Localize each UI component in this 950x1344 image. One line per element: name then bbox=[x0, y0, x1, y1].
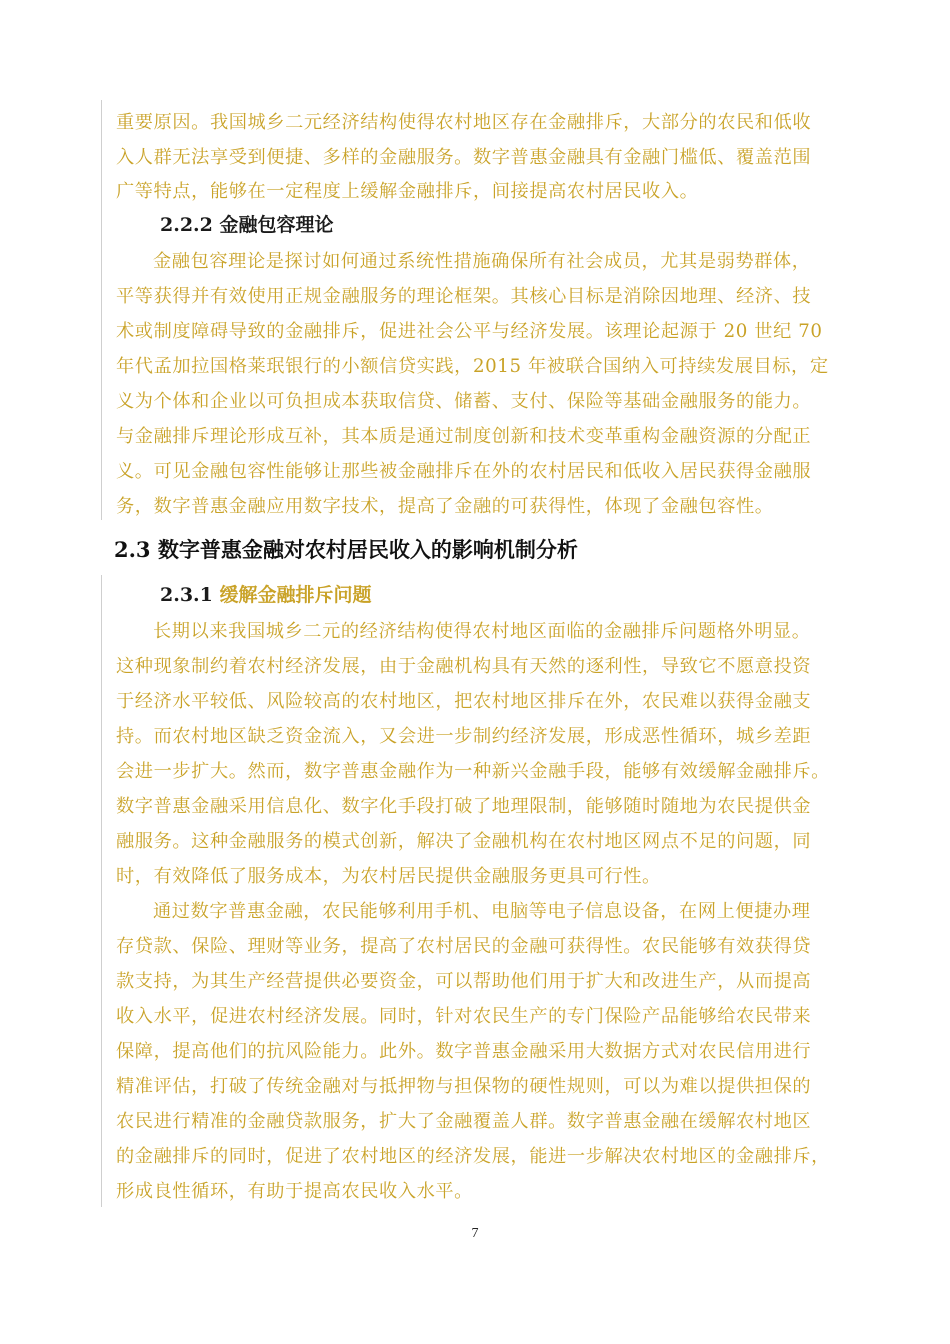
section-number: 2.3 bbox=[114, 537, 151, 562]
paragraph-line: 长期以来我国城乡二元的经济结构使得农村地区面临的金融排斥问题格外明显。 bbox=[153, 621, 811, 642]
text-block-2-3-1 bbox=[101, 575, 842, 1207]
section-heading-2-3 bbox=[114, 536, 578, 564]
paragraph-line: 会进一步扩大。然而，数字普惠金融作为一种新兴金融手段，能够有效缓解金融排斥。 bbox=[116, 761, 830, 782]
paragraph-line: 保障，提高他们的抗风险能力。此外。数字普惠金融采用大数据方式对农民信用进行 bbox=[116, 1041, 812, 1062]
paragraph-line: 数字普惠金融采用信息化、数字化手段打破了地理限制，能够随时随地为农民提供金 bbox=[116, 796, 812, 817]
paragraph-line: 与金融排斥理论形成互补，其本质是通过制度创新和技术变革重构金融资源的分配正 bbox=[116, 426, 812, 447]
paragraph-line: 通过数字普惠金融，农民能够利用手机、电脑等电子信息设备，在网上便捷办理 bbox=[153, 901, 811, 922]
paragraph-line: 融服务。这种金融服务的模式创新，解决了金融机构在农村地区网点不足的问题，同 bbox=[116, 831, 812, 852]
paragraph-line: 入人群无法享受到便捷、多样的金融服务。数字普惠金融具有金融门槛低、覆盖范围 bbox=[116, 147, 812, 168]
text-block-2-2 bbox=[101, 100, 842, 520]
section-title: 金融包容理论 bbox=[219, 214, 334, 236]
paragraph-line: 的金融排斥的同时，促进了农村地区的经济发展，能进一步解决农村地区的金融排斥， bbox=[116, 1146, 830, 1167]
paragraph-line: 农民进行精准的金融贷款服务，扩大了金融覆盖人群。数字普惠金融在缓解农村地区 bbox=[116, 1111, 812, 1132]
section-title: 缓解金融排斥问题 bbox=[219, 584, 372, 606]
paragraph-line: 义为个体和企业以可负担成本获取信贷、储蓄、支付、保险等基础金融服务的能力。 bbox=[116, 391, 812, 412]
paragraph-line: 存贷款、保险、理财等业务，提高了农村居民的金融可获得性。农民能够有效获得贷 bbox=[116, 936, 812, 957]
paragraph-line: 年代孟加拉国格莱珉银行的小额信贷实践，2015 年被联合国纳入可持续发展目标，定 bbox=[116, 356, 829, 377]
section-title: 数字普惠金融对农村居民收入的影响机制分析 bbox=[157, 538, 578, 562]
paragraph-line: 务，数字普惠金融应用数字技术，提高了金融的可获得性，体现了金融包容性。 bbox=[116, 496, 774, 517]
section-number: 2.3.1 bbox=[160, 584, 213, 606]
paragraph-line: 术或制度障碍导致的金融排斥，促进社会公平与经济发展。该理论起源于 20 世纪 70 bbox=[116, 321, 823, 342]
section-number: 2.2.2 bbox=[160, 214, 213, 236]
paragraph-line: 义。可见金融包容性能够让那些被金融排斥在外的农村居民和低收入居民获得金融服 bbox=[116, 461, 812, 482]
paragraph-line: 这种现象制约着农村经济发展，由于金融机构具有天然的逐利性，导致它不愿意投资 bbox=[116, 656, 812, 677]
paragraph-line: 广等特点，能够在一定程度上缓解金融排斥，间接提高农村居民收入。 bbox=[116, 181, 699, 202]
section-heading-2-2-2 bbox=[160, 212, 334, 238]
paragraph-line: 款支持，为其生产经营提供必要资金，可以帮助他们用于扩大和改进生产，从而提高 bbox=[116, 971, 812, 992]
paragraph-line: 重要原因。我国城乡二元经济结构使得农村地区存在金融排斥，大部分的农民和低收 bbox=[116, 112, 812, 133]
paragraph-line: 精准评估，打破了传统金融对与抵押物与担保物的硬性规则，可以为难以提供担保的 bbox=[116, 1076, 812, 1097]
paragraph-line: 于经济水平较低、风险较高的农村地区，把农村地区排斥在外，农民难以获得金融支 bbox=[116, 691, 812, 712]
page-number: 7 bbox=[471, 1226, 479, 1241]
paragraph-line: 形成良性循环，有助于提高农民收入水平。 bbox=[116, 1181, 473, 1202]
paragraph-line: 金融包容理论是探讨如何通过系统性措施确保所有社会成员，尤其是弱势群体， bbox=[153, 251, 811, 272]
section-heading-2-3-1 bbox=[160, 582, 372, 608]
paragraph-line: 持。而农村地区缺乏资金流入，又会进一步制约经济发展，形成恶性循环，城乡差距 bbox=[116, 726, 812, 747]
paragraph-line: 收入水平，促进农村经济发展。同时，针对农民生产的专门保险产品能够给农民带来 bbox=[116, 1006, 812, 1027]
paragraph-line: 平等获得并有效使用正规金融服务的理论框架。其核心目标是消除因地理、经济、技 bbox=[116, 286, 812, 307]
paragraph-line: 时，有效降低了服务成本，为农村居民提供金融服务更具可行性。 bbox=[116, 866, 661, 887]
